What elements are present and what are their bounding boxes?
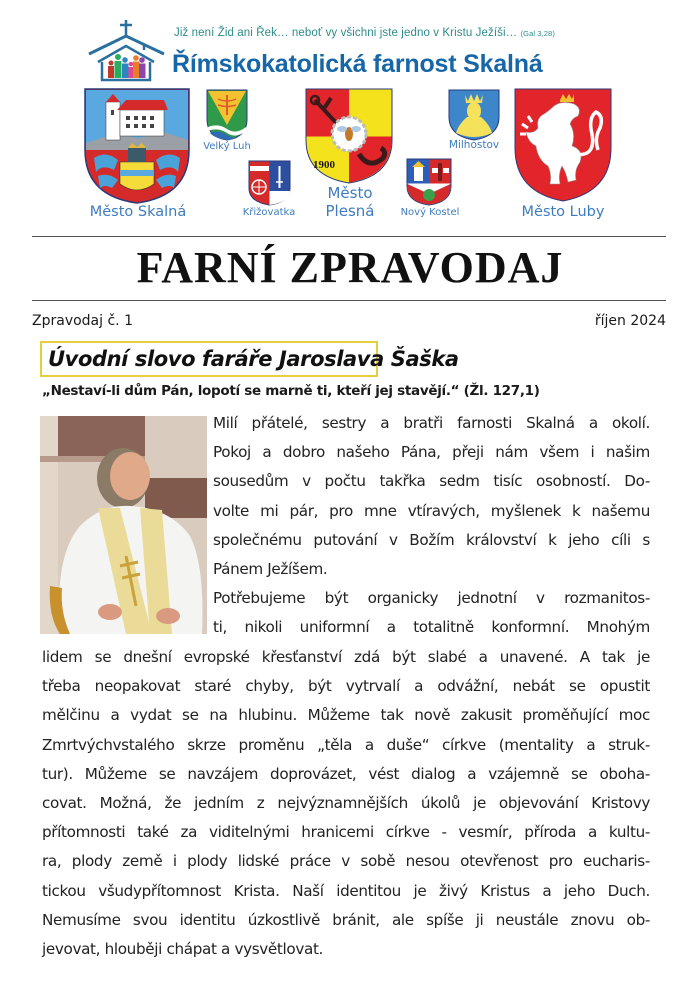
bottom-divider — [32, 300, 666, 301]
bible-quote: „Nestaví-li dům Pán, lopotí se marně ti, kteří jej stavějí.“ (Žl. 127,1) — [42, 383, 540, 399]
article-body-full — [42, 643, 650, 964]
body-line: tur). Můžeme se navzájem doprovázet, vést dialog a vzájemně se oboha- — [42, 764, 650, 783]
body-line: Zmrtvýchvstalého skrze proměnu „těla a duše“ církve (mentality a struk- — [42, 735, 650, 754]
crest-label-plesna: Město Plesná — [325, 184, 375, 220]
article-title-box — [40, 341, 459, 377]
crest-label-skalna: Město Skalná — [89, 204, 187, 220]
body-line: Milí přátelé, sestry a bratři farnosti Skalná a okolí. — [213, 414, 650, 432]
newsletter-title: FARNÍ ZPRAVODAJ — [136, 243, 564, 292]
coat-of-arms-milhostov-icon — [448, 89, 500, 141]
issue-number: Zpravodaj č. 1 — [32, 313, 133, 329]
top-divider — [32, 236, 666, 237]
svg-text:1900: 1900 — [313, 159, 335, 171]
newsletter-header — [0, 0, 700, 235]
body-line: Potřebujeme být organicky jednotní v rozmanitos- — [213, 589, 650, 608]
crest-label-velky-luh: Velký Luh — [203, 141, 251, 152]
body-line: Pánem Ježíšem. — [213, 560, 328, 579]
body-line: společnému putování v Božím království k jeho cíli s — [213, 530, 650, 549]
body-line: ti, nikoli uniformní a totalitně konformní. Mnohým — [213, 618, 650, 637]
body-line: Pokoj a dobro našeho Pána, přeji nám všem i našim — [213, 443, 650, 462]
motto-text: Již není Žid ani Řek… neboť vy všichni jste jedno v Kristu Ježíši… (Gal 3,28) — [174, 27, 555, 39]
coat-of-arms-novy-kostel-icon — [406, 158, 452, 206]
coat-of-arms-krizovatka-icon — [248, 160, 291, 206]
body-line: sousedům v počtu takřka sedm tisíc osobností. Do- — [213, 472, 650, 491]
body-line: přítomnosti také za viditelnými hranicemi církve - vesmír, příroda a kultu- — [42, 823, 650, 842]
article-body-beside-photo — [213, 409, 650, 643]
crest-label-luby: Město Luby — [521, 204, 605, 220]
body-line: Nemusíme svou identitu úzkostlivě bránit, ale spíše ji neustále znovu ob- — [42, 910, 650, 929]
body-line: třeba neopakovat staré chyby, být vytrvalí a odvážní, nebát se opustit — [42, 677, 650, 696]
coat-of-arms-luby-icon — [514, 88, 612, 202]
priest-portrait-photo — [40, 416, 207, 634]
crest-label-milhostov: Milhostov — [448, 139, 500, 151]
body-line: mělčinu a vydat se na hlubinu. Můžeme tak nově zakusit proměňující moc — [42, 706, 650, 725]
church-house-family-icon — [86, 18, 172, 84]
coat-of-arms-plesna-icon — [305, 88, 393, 184]
parish-name: Římskokatolická farnost Skalná — [172, 50, 543, 78]
body-line: covat. Možná, že jedním z nejvýznamnějších úkolů je objevování Kristovy — [42, 794, 650, 813]
body-line: ra, plody země i plody lidské práce v sobě nesou otevřenost pro eucharis- — [42, 852, 650, 871]
body-line: lidem se dnešní evropské křesťanství zdá být slabé a unavené. A tak je — [42, 648, 650, 666]
article-title: Úvodní slovo faráře Jaroslava Šaška — [48, 347, 459, 371]
body-line: jevovat, hlouběji chápat a vysvětlovat. — [42, 940, 324, 959]
coat-of-arms-velky-luh-icon — [206, 89, 248, 141]
crest-label-krizovatka: Křižovatka — [242, 207, 296, 218]
body-line: volte mi pár, pro mne vtíravých, myšlenek k našemu — [213, 501, 650, 520]
crest-label-novy-kostel: Nový Kostel — [400, 207, 460, 218]
coat-of-arms-skalna-icon — [84, 88, 190, 204]
issue-date: říjen 2024 — [594, 313, 666, 329]
body-line: tickou všudypřítomnost Krista. Naší identitou je živý Kristus a jeho Duch. — [42, 881, 650, 900]
